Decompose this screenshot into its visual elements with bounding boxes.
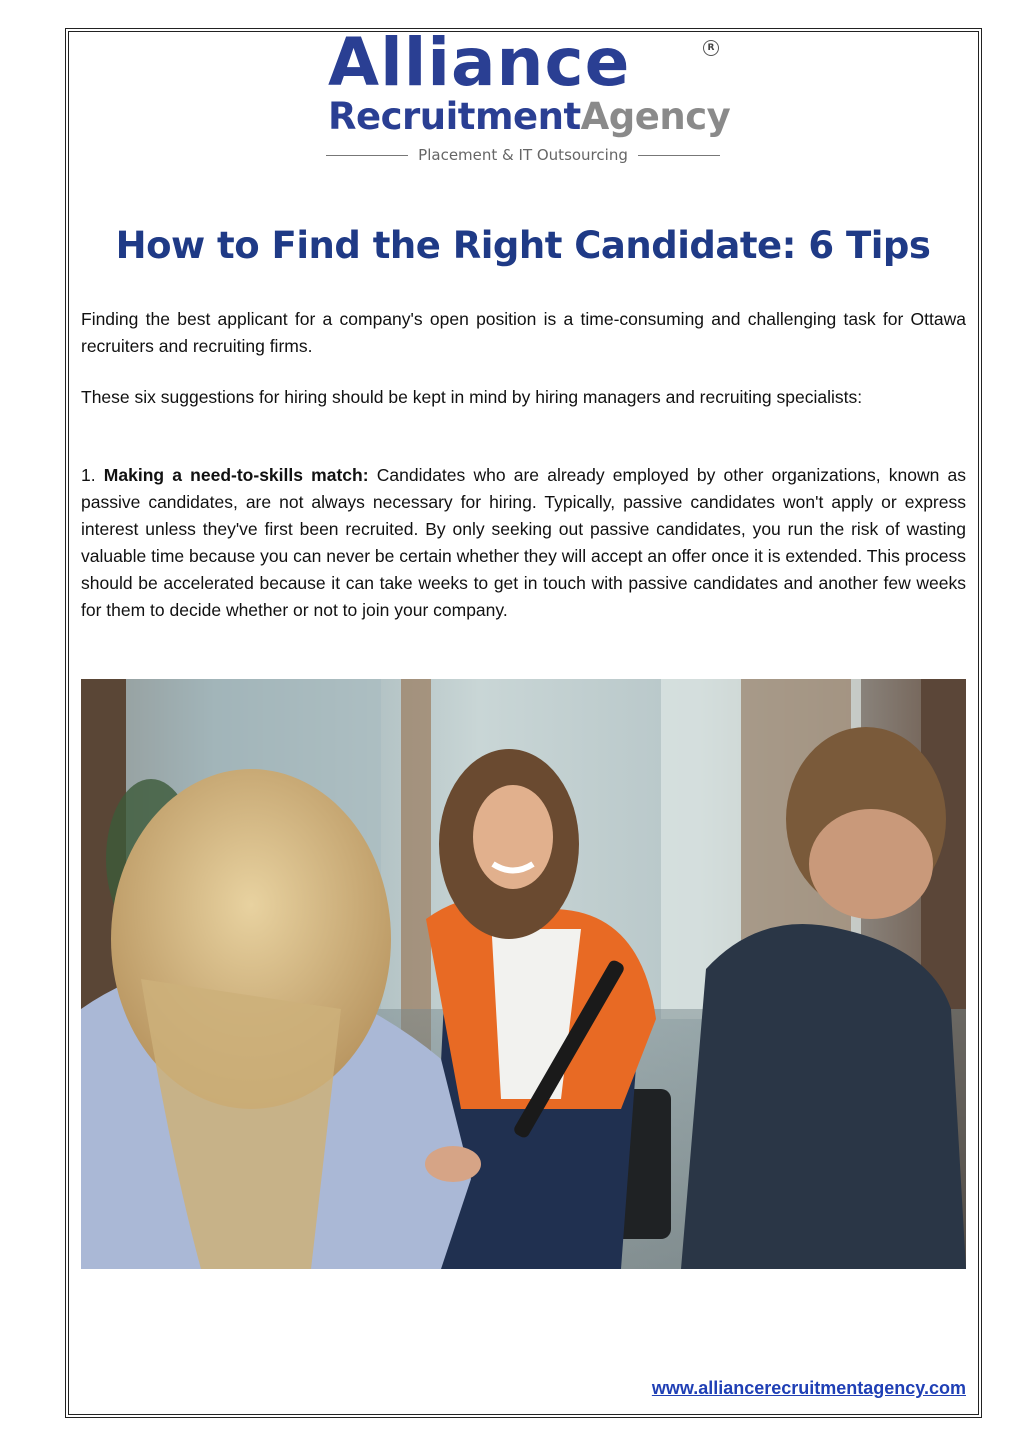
- tip-1-body: Candidates who are already employed by other organizations, known as passive candidates, are not always necessary for hiring. Typically, passive candidates won't apply or express interest unless they've first been recruited. By only seeking out passive candidates, you run the risk of wasting valuable time because you can never be certain whether they will accept an offer once it is extended. This process should be accelerated because it can take weeks to get in touch with passive candidates and another few weeks for them to decide whether or not to join your company.: [81, 465, 966, 620]
- logo-wordmark: [328, 24, 631, 101]
- tip-1-heading: Making a need-to-skills match:: [103, 465, 369, 485]
- interview-handshake-photo: [81, 679, 966, 1269]
- tagline-rule-left: [326, 155, 408, 156]
- company-logo: [326, 24, 731, 172]
- tip-1-number: 1.: [81, 465, 96, 485]
- logo-tagline: [326, 146, 720, 164]
- tagline-text: Placement & IT Outsourcing: [418, 146, 628, 164]
- page-title: How to Find the Right Candidate: 6 Tips: [115, 224, 931, 267]
- tip-1-paragraph: [81, 462, 966, 624]
- website-link[interactable]: www.alliancerecruitmentagency.com: [651, 1378, 966, 1398]
- logo-subline: [328, 95, 731, 138]
- tagline-rule-right: [638, 155, 720, 156]
- logo-word-agency: Agency: [580, 95, 731, 138]
- lead-paragraph: These six suggestions for hiring should be kept in mind by hiring managers and recruiting specialists:: [81, 387, 863, 407]
- logo-word-alliance: Alliance: [328, 24, 631, 101]
- registered-mark-icon: R: [703, 40, 719, 56]
- intro-paragraph: Finding the best applicant for a company's open position is a time-consuming and challenging task for Ottawa recruiters and recruiting firms.: [81, 309, 966, 356]
- logo-word-recruitment: Recruitment: [328, 95, 581, 138]
